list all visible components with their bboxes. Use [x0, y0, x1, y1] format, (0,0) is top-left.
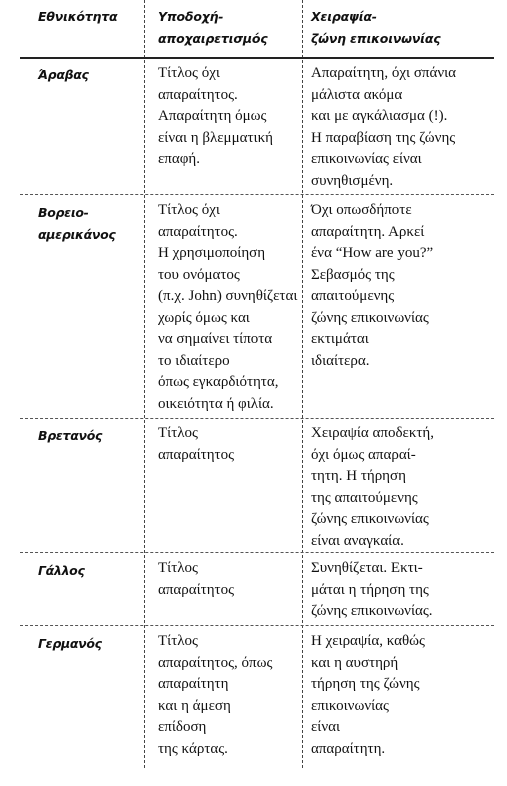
row-divider-2 — [20, 418, 494, 419]
column-divider-2 — [302, 0, 303, 768]
row-french-nationality: Γάλλος — [38, 563, 85, 578]
row-british-nationality: Βρετανός — [38, 428, 103, 443]
header-divider — [20, 57, 494, 59]
row-divider-3 — [20, 552, 494, 553]
row-divider-1 — [20, 194, 494, 195]
column-divider-1 — [144, 0, 145, 768]
row-divider-4 — [20, 625, 494, 626]
row-north-american-nationality: Βορειο- αμερικάνος — [38, 205, 116, 242]
row-arab-greeting: Τίτλος όχι απαραίτητος. Απαραίτητη όμως είναι η βλεμματική επαφή. — [158, 65, 273, 167]
row-north-american-handshake: Όχι οπωσδήποτε απαραίτητη. Αρκεί ένα “How are you?” Σεβασμός της απαιτούμενης ζώνης επικοινωνίας εκτιμάται ιδιαίτερα. — [311, 202, 434, 369]
header-handshake: Χειραψία- ζώνη επικοινωνίας — [311, 9, 441, 46]
row-german-greeting: Τίτλος απαραίτητος, όπως απαραίτητη και η άμεση επίδοση της κάρτας. — [158, 633, 273, 757]
row-north-american-greeting: Τίτλος όχι απαραίτητος. Η χρησιμοποίηση του ονόματος (π.χ. John) συνηθίζεται χωρίς όμως και να σημαίνει τίποτα το ιδιαίτερο όπως εγκαρδιότητα, οικειότητα ή φιλία. — [158, 202, 298, 412]
header-nationality: Εθνικότητα — [38, 9, 118, 24]
row-french-handshake: Συνηθίζεται. Εκτι- μάται η τήρηση της ζώνης επικοινωνίας. — [311, 560, 433, 619]
row-german-nationality: Γερμανός — [38, 636, 102, 651]
row-french-greeting: Τίτλος απαραίτητος — [158, 560, 235, 598]
header-greeting: Υποδοχή- αποχαιρετισμός — [158, 9, 268, 46]
row-arab-handshake: Απαραίτητη, όχι σπάνια μάλιστα ακόμα και με αγκάλιασμα (!). Η παραβίαση της ζώνης επικοινωνίας είναι συνηθισμένη. — [311, 65, 457, 189]
row-british-greeting: Τίτλος απαραίτητος — [158, 425, 235, 463]
row-british-handshake: Χειραψία αποδεκτή, όχι όμως απαραί- τητη. Η τήρηση της απαιτούμενης ζώνης επικοινωνίας είναι αναγκαία. — [311, 425, 435, 549]
row-arab-nationality: Άραβας — [38, 67, 89, 82]
row-german-handshake: Η χειραψία, καθώς και η αυστηρή τήρηση της ζώνης επικοινωνίας είναι απαραίτητη. — [311, 633, 425, 757]
